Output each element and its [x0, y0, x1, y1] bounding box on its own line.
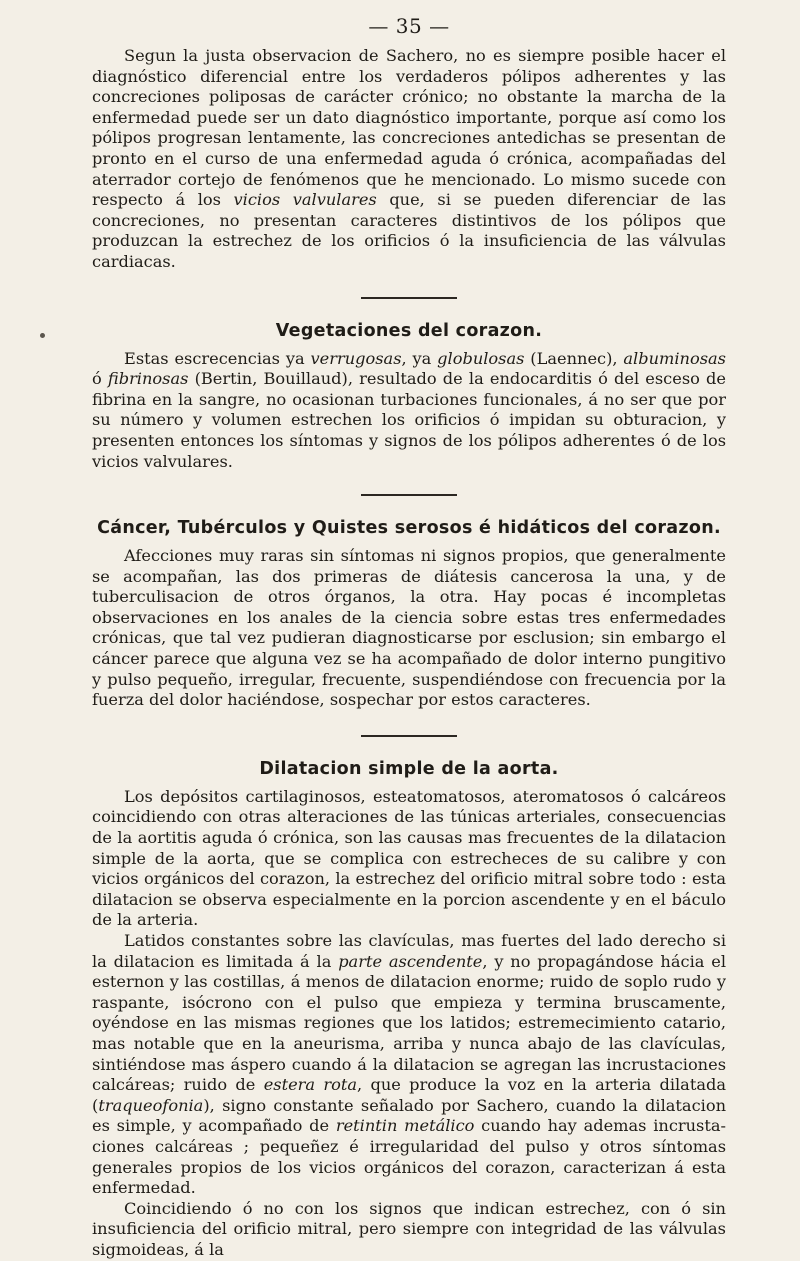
text-span: ó	[92, 369, 108, 389]
text-span: que, si se pueden diferenciar de las concreciones, no presentan caracteres distintivos de los pólipos que produzcan la estrechez de los orificios ó la insuficiencia de las válvulas cardiacas.	[92, 190, 727, 271]
paragraph-dilatacion-signs	[92, 931, 726, 1199]
text-span: Estas escrecencias ya	[124, 348, 311, 368]
book-page	[92, 14, 726, 1261]
italic-term: traqueofonia	[98, 1095, 204, 1115]
italic-term: vicios valvulares	[233, 190, 377, 210]
ink-speck	[40, 333, 45, 338]
section-divider	[361, 297, 457, 299]
page-number: — 35 —	[368, 14, 450, 38]
italic-term: albuminosas	[623, 348, 726, 368]
text-span: (Laennec),	[524, 348, 624, 368]
paragraph-vegetaciones	[92, 349, 726, 473]
text-span: , ya	[401, 348, 438, 368]
italic-term: verrugosas	[310, 348, 402, 368]
italic-term: globulosas	[437, 348, 525, 368]
italic-term: parte ascendente	[338, 951, 483, 971]
text-span: ), signo constante señalado por Sachero, cuando la dilatacion es simple, y acompañado de	[92, 1095, 726, 1136]
section-divider	[361, 494, 457, 496]
paragraph-polyps	[92, 46, 726, 273]
text-span: Latidos constantes sobre las clavículas, mas fuertes del lado derecho si la dilatacion es limitada á la	[92, 931, 726, 971]
italic-term: fibrinosas	[107, 369, 189, 389]
heading-vegetaciones: Vegetaciones del corazon.	[275, 320, 543, 341]
heading-dilatacion: Dilatacion simple de la aorta.	[259, 758, 559, 779]
paragraph-dilatacion-continuation: Coincidiendo ó no con los signos que indican estrechez, con ó sin insuficiencia del orificio mitral, pero siempre con integridad de las válvulas sigmoideas, á la	[92, 1198, 726, 1259]
text-span: Segun la justa observacion de Sachero, no es siempre posible hacer el diagnóstico diferencial entre los verdaderos pólipos adherentes y las concreciones poliposas de carácter crónico; no obstante la marcha de la enfermedad puede ser un dato diagnóstico importante, porque así como los pólipos progresan lentamente, las concreciones antedichas se presentan de pronto en el curso de una enfermedad aguda ó crónica, acompañadas del aterrador cortejo de fenómenos que he mencionado. Lo mismo sucede con respecto á los	[92, 46, 726, 210]
text-span: , y no propagándose hácia el esternon y las costillas, á menos de dilatacion enorme; ruido de soplo rudo y raspante, isócrono con el pulso que empieza y termina bruscamente, oyéndose en las mismas regiones que los latidos; estremecimiento catario, mas notable que en la aneurisma, arriba y nunca abajo de las clavículas, sintiéndose mas áspero cuando á la dilatacion se agregan las incrustaciones calcáreas; ruido de	[92, 951, 726, 1095]
paragraph-dilatacion-causes: Los depósitos cartilaginosos, esteatomatosos, ateromatosos ó calcáreos coincidiendo con otras alteraciones de las túnicas arteriales, consecuencias de la aortitis aguda ó crónica, son las causas mas frecuentes de la dilatacion simple de la aorta, que se complica con estrecheces de su calibre y con vicios orgánicos del corazon, la estrechez del orificio mitral sobre todo : esta dilatacion se observa especialmente en la porcion ascendente y en el báculo de la arteria.	[92, 786, 726, 930]
text-span: , que produce la voz en la arteria dilatada (	[92, 1075, 726, 1115]
section-divider	[361, 735, 457, 737]
text-span: cuando hay ademas incrustaciones calcáreas ; pequeñez é irregularidad del pulso y otros síntomas generales propios de los vicios orgánicos del corazon, caracterizan á esta enfermedad.	[92, 1116, 726, 1198]
heading-cancer: Cáncer, Tubérculos y Quistes serosos é hidáticos del corazon.	[97, 518, 721, 539]
paragraph-cancer: Afecciones muy raras sin síntomas ni signos propios, que generalmente se acompañan, las dos primeras de diátesis cancerosa la una, y de tuberculisacion de otros órganos, la otra. Hay pocas é incompletas observaciones en los anales de la ciencia sobre estas tres enfermedades crónicas, que tal vez pudieran diagnosticarse por esclusion; sin embargo el cáncer parece que alguna vez se ha acompañado de dolor interno pungitivo y pulso pequeño, irregular, frecuente, suspendiéndose con frecuencia por la fuerza del dolor haciéndose, sospechar por estos caracteres.	[92, 546, 726, 710]
text-span: (Bertin, Bouillaud), resultado de la endocarditis ó del esceso de fibrina en la sangre, no ocasionan turbaciones funcionales, á no ser que por su número y volumen estrechen los orificios ó impidan su obturacion, y presenten entonces los síntomas y signos de los pólipos adherentes ó de los vicios valvulares.	[92, 369, 726, 471]
italic-term: retintin metálico	[335, 1116, 475, 1136]
italic-term: estera rota	[263, 1075, 358, 1095]
